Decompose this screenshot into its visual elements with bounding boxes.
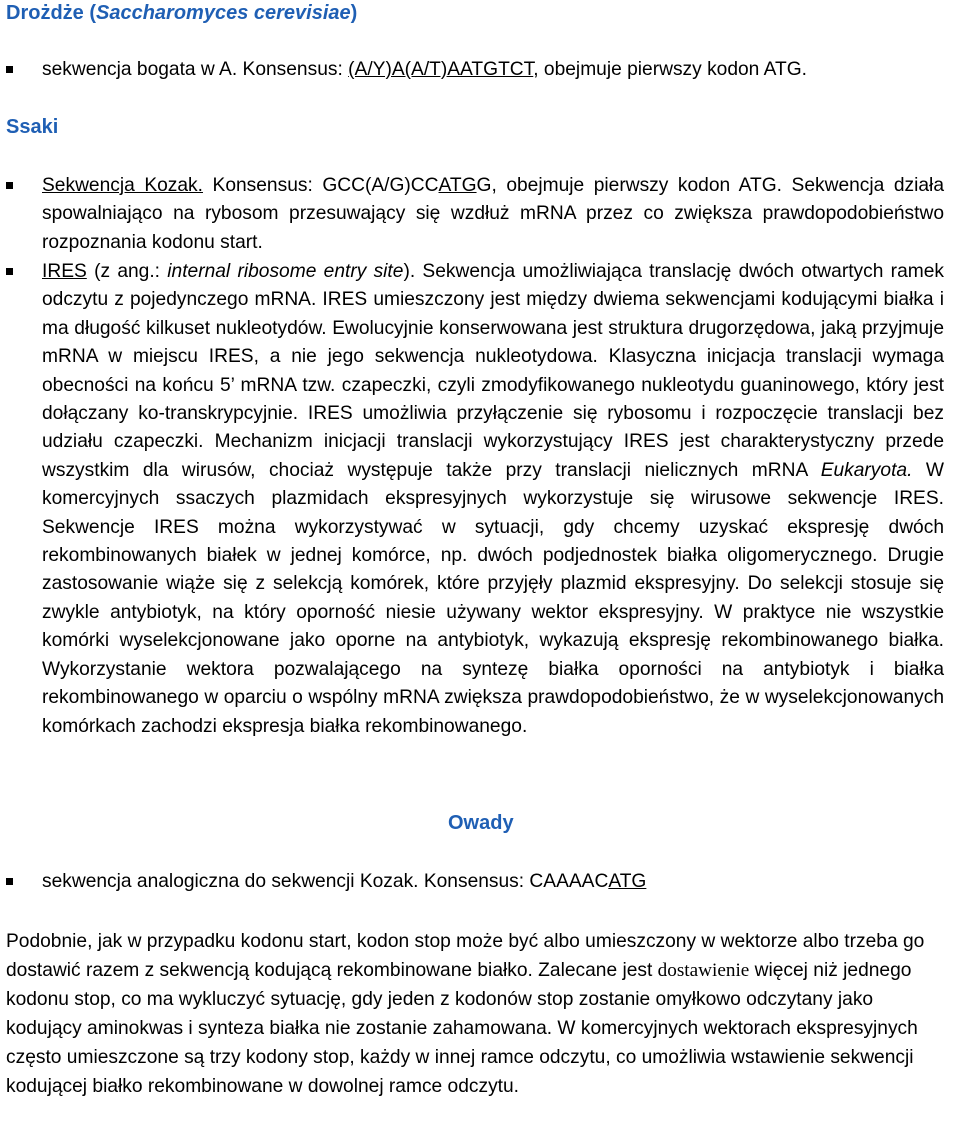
heading-mammals: Ssaki bbox=[6, 116, 59, 138]
ires-link[interactable]: IRES bbox=[42, 261, 87, 282]
square-bullet-icon bbox=[6, 878, 13, 885]
square-bullet-icon bbox=[6, 182, 13, 189]
consensus-link[interactable]: (A/Y)A(A/T)AATGTCT bbox=[348, 59, 534, 80]
heading-yeast: Drożdże (Saccharomyces cerevisiae) bbox=[6, 2, 358, 24]
bullet-kozak: Sekwencja Kozak. Konsensus: GCC(A/G)CCATGG, obejmuje pierwszy kodon ATG. Sekwencja działa spowalniająco na rybosom przesuwający się wzdłuż mRNA przez co zwiększa prawdopodobieństwo rozpoznania kodonu start. bbox=[42, 172, 944, 257]
bullet-ires: IRES (z ang.: internal ribosome entry site). Sekwencja umożliwiająca translację dwóch otwartych ramek odczytu z pojedynczego mRNA. IRES umieszczony jest między dwiema sekwencjami kodującymi białka i ma długość kilkuset nukleotydów. Ewolucyjnie konserwowana jest struktura drugorzędowa, jaką przyjmuje mRNA w miejscu IRES, a nie jego sekwencja nukleotydowa. Klasyczna inicjacja translacji wymaga obecności na końcu 5’ mRNA tzw. czapeczki, czyli zmodyfikowanego nukleotydu guaninowego, który jest dołączany ko-transkrypcyjnie. IRES umożliwia przyłączenie się rybosomu i rozpoczęcie translacji bez udziału czapeczki. Mechanizm inicjacji translacji wykorzystujący IRES jest charakterystyczny przede wszystkim dla wirusów, chociaż występuje także przy translacji nielicznych mRNA Eukaryota. W komercyjnych ssaczych plazmidach ekspresyjnych wykorzystuje się wirusowe sekwencje IRES. Sekwencje IRES można wykorzystywać w sytuacji, gdy chcemy uzyskać ekspresję dwóch rekombinowanych białek w jednej komórce, np. dwóch podjednostek białka oligomerycznego. Drugie zastosowanie wiąże się z selekcją komórek, które przyjęły plazmid ekspresyjny. Do selekcji stosuje się zwykle antybiotyk, na który oporność niesie używany wektor ekspresyjny. W praktyce nie wszystkie komórki wyselekcjonowane jako oporne na antybiotyk, wykazują ekspresję rekombinowanego białka. Wykorzystanie wektora pozwalającego na syntezę białka oporności na antybiotyk i białka rekombinowanego w oparciu o wspólny mRNA zwiększa prawdopodobieństwo, że w wyselekcjonowanych komórkach zachodzi ekspresja białka rekombinowanego. bbox=[42, 258, 944, 741]
insects-atg-link[interactable]: ATG bbox=[608, 871, 647, 892]
kozak-link[interactable]: Sekwencja Kozak. bbox=[42, 175, 203, 196]
square-bullet-icon bbox=[6, 66, 13, 73]
bullet-yeast-consensus: sekwencja bogata w A. Konsensus: (A/Y)A(A/T)AATGTCT, obejmuje pierwszy kodon ATG. bbox=[42, 56, 807, 84]
kozak-atg-link[interactable]: ATG bbox=[438, 175, 477, 196]
heading-insects: Owady bbox=[448, 812, 514, 834]
bullet-insects: sekwencja analogiczna do sekwencji Kozak. Konsensus: CAAAACATG bbox=[42, 868, 646, 896]
square-bullet-icon bbox=[6, 268, 13, 275]
stop-codon-paragraph: Podobnie, jak w przypadku kodonu start, kodon stop może być albo umieszczony w wektorze albo trzeba go dostawić razem z sekwencją kodującą rekombinowane białko. Zalecane jest dostawienie więcej niż jednego kodonu stop, co ma wykluczyć sytuację, gdy jeden z kodonów stop zostanie omyłkowo odczytany jako kodujący aminokwas i synteza białka nie zostanie zahamowana. W komercyjnych wektorach ekspresyjnych często umieszczone są trzy kodony stop, każdy w innej ramce odczytu, co umożliwia wstawienie sekwencji kodującej białko rekombinowane w dowolnej ramce odczytu. bbox=[6, 931, 925, 1097]
